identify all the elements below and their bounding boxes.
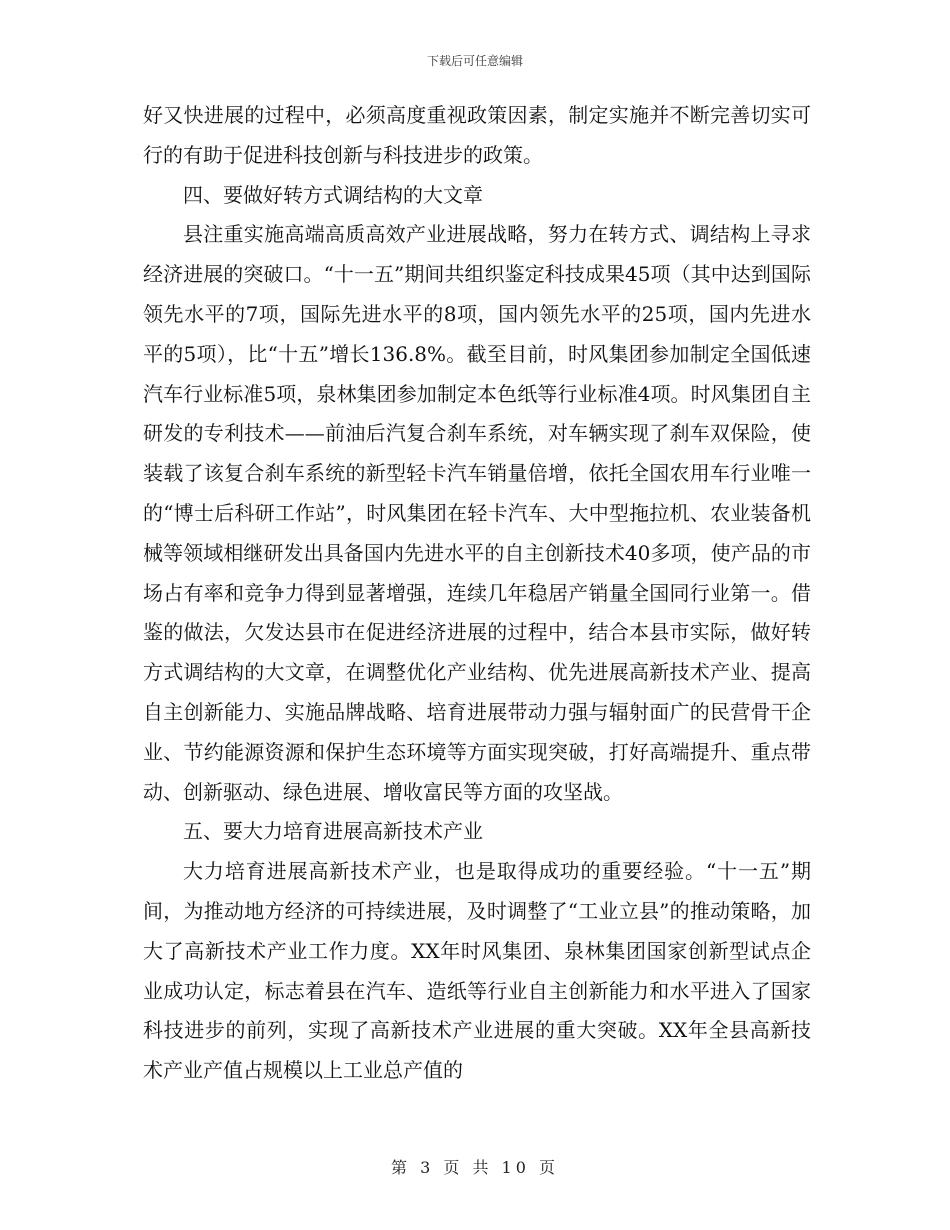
section-heading-4: 四、要做好转方式调结构的大文章 [183, 182, 483, 207]
paragraph-section-5: 大力培育进展高新技术产业，也是取得成功的重要经验。“十一五”期间，为推动地方经济的可持续进展，及时调整了“工业立县”的推动策略，加大了高新技术产业工作力度。XX年时风集团、泉林集团国家创新型试点企业成功认定，标志着县在汽车、造纸等行业自主创新能力和水平进入了国家科技进步的前列，实现了高新技术产业进展的重大突破。XX年全县高新技术产业产值占规模以上工业总产值的 [143, 859, 811, 1083]
paragraph-continuation: 好又快进展的过程中，必须高度重视政策因素，制定实施并不断完善切实可行的有助于促进科技创新与科技进步的政策。 [143, 103, 811, 167]
document-body [143, 96, 811, 1091]
page-number-footer: 第 3 页 共 10 页 [391, 1158, 559, 1177]
paragraph-section-4: 县注重实施高端高质高效产业进展战略，努力在转方式、调结构上寻求经济进展的突破口。“十一五”期间共组织鉴定科技成果45项（其中达到国际领先水平的7项，国际先进水平的8项，国内领先水平的25项，国内先进水平的5项），比“十五”增长136.8%。截至目前，时风集团参加制定全国低速汽车行业标准5项，泉林集团参加制定本色纸等行业标准4项。时风集团自主研发的专利技术——前油后汽复合刹车系统，对车辆实现了刹车双保险，使装载了该复合刹车系统的新型轻卡汽车销量倍增，依托全国农用车行业唯一的“博士后科研工作站”，时风集团在轻卡汽车、大中型拖拉机、农业装备机械等领域相继研发出具备国内先进水平的自主创新技术40多项，使产品的市场占有率和竞争力得到显著增强，连续几年稳居产销量全国同行业第一。借鉴的做法，欠发达县市在促进经济进展的过程中，结合本县市实际，做好转方式调结构的大文章，在调整优化产业结构、优先进展高新技术产业、提高自主创新能力、实施品牌战略、培育进展带动力强与辐射面广的民营骨干企业、节约能源资源和保护生态环境等方面实现突破，打好高端提升、重点带动、创新驱动、绿色进展、增收富民等方面的攻坚战。 [143, 222, 811, 804]
page-header: 下载后可任意编辑 [426, 54, 523, 68]
section-heading-5: 五、要大力培育进展高新技术产业 [183, 819, 483, 844]
